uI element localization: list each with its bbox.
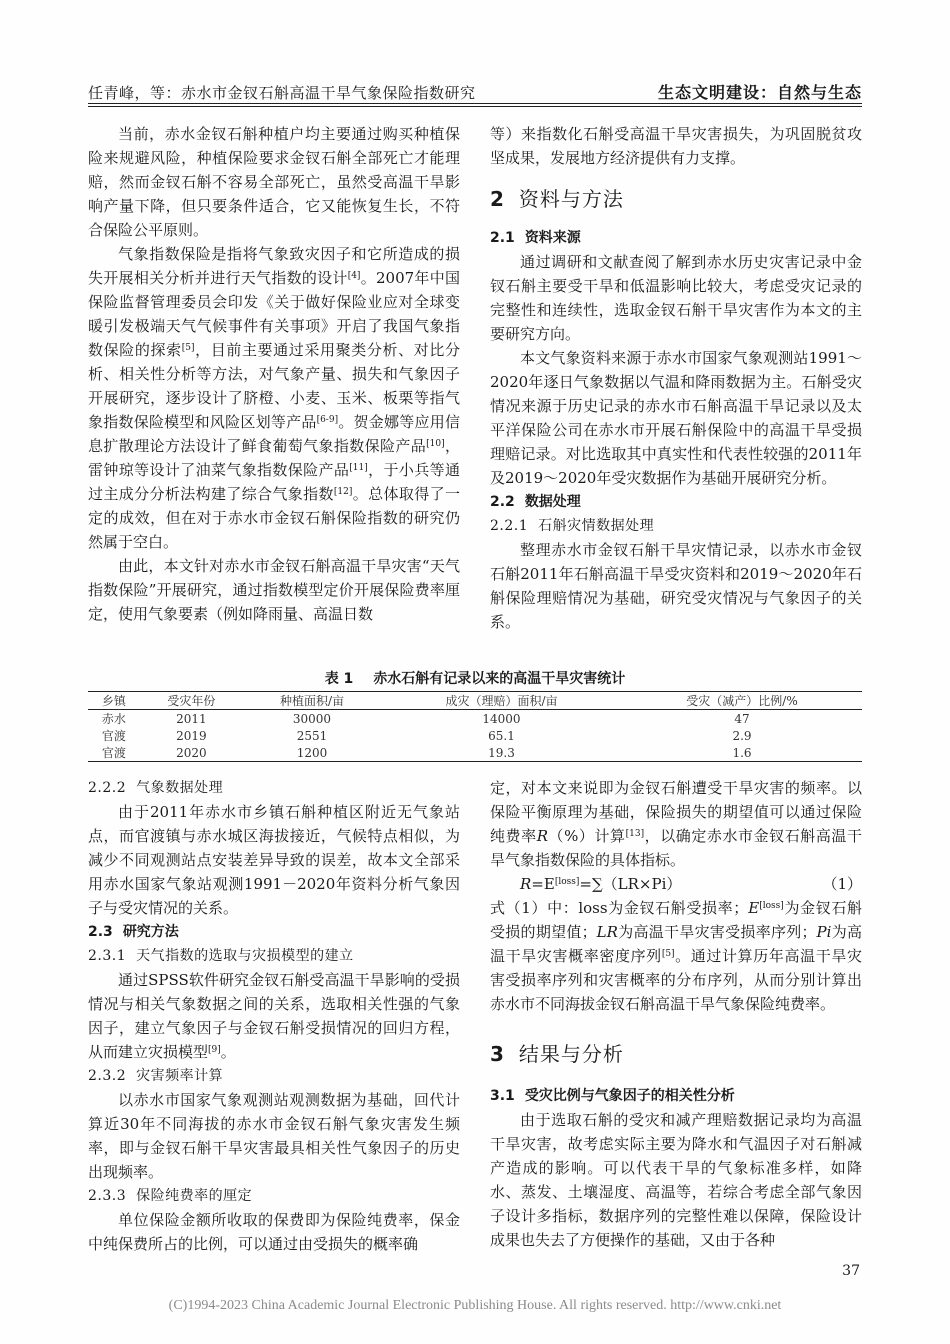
table-caption: 表 1 赤水石斛有记录以来的高温干旱灾害统计 xyxy=(324,671,626,687)
subsection-heading-3-1: 3.1 受灾比例与气象因子的相关性分析 xyxy=(490,1088,735,1104)
subsubsection-heading-2-3-3: 2.3.3 保险纯费率的厘定 xyxy=(88,1188,253,1204)
citation: [6-9] xyxy=(316,415,339,425)
paragraph-correlation-analysis: 由于选取石斛的受灾和减产理赔数据记录均为高温干旱灾害，故考虑实际主要为降水和气温因子对石斛减产造成的影响。可以代表干旱的气象标准多样，如降水、蒸发、土壤湿度、高温等，若综合考虑全部气象因子设计多指标，数据序列的完整性难以保障，保险设计成果也失去了方便操作的基础，又由于各种 xyxy=(490,1111,862,1249)
right-column-upper xyxy=(490,122,862,170)
paragraph-study-purpose: 由此，本文针对赤水市金钗石斛高温干旱灾害“天气指数保险”开展研究，通过指数模型定价开展保险费率厘定，使用气象要素（例如降雨量、高温日数 xyxy=(88,557,460,623)
table-header-row xyxy=(88,692,862,710)
subsubsection-heading-2-3-1: 2.3.1 天气指数的选取与灾损模型的建立 xyxy=(88,948,354,964)
table-cell: 1.6 xyxy=(732,745,752,760)
citation: [11] xyxy=(349,463,368,473)
table-cell: 1200 xyxy=(296,745,328,760)
header-authors-title: 任青峰，等：赤水市金钗石斛高温干旱气象保险指数研究 xyxy=(88,84,476,102)
paragraph-premium-rate: 单位保险金额所收取的保费即为保险纯费率，保金中纯保费所占的比例，可以通过由受损失的概率确 xyxy=(88,1211,460,1253)
header-rule xyxy=(88,103,862,104)
table-cell: 2019 xyxy=(176,728,207,743)
subsubsection-heading-2-3-2: 2.3.2 灾害频率计算 xyxy=(88,1068,224,1084)
citation: [4] xyxy=(347,271,361,281)
citation: [5] xyxy=(661,949,675,959)
section-heading-2: 2 资料与方法 xyxy=(490,187,624,211)
paragraph-insurance-status: 当前，赤水金钗石斛种植户均主要通过购买种植保险来规避风险，种植保险要求金钗石斛全部死亡才能理赔，然而金钗石斛不容易全部死亡，虽然受高温干旱影响产量下降，但只要条件适合，它又能恢复生长，不符合保险公平原则。 xyxy=(88,125,460,239)
disaster-statistics-table xyxy=(88,691,862,762)
table-cell: 14000 xyxy=(482,711,521,726)
table-cell: 官渡 xyxy=(101,729,126,743)
header-rule-thin xyxy=(88,106,862,107)
table-cell: 30000 xyxy=(292,711,332,726)
paragraph-continued: 等）来指数化石斛受高温干旱灾害损失，为巩固脱贫攻坚成果，发展地方经济提供有力支撑。 xyxy=(490,125,862,167)
table-row xyxy=(88,710,862,728)
table-cell: 47 xyxy=(734,711,750,726)
table-header-cell: 受灾年份 xyxy=(167,694,216,708)
table-header-cell: 受灾（减产）比例/% xyxy=(686,694,798,708)
subsection-heading-2-2: 2.2 数据处理 xyxy=(490,494,581,510)
table-cell: 2551 xyxy=(296,728,328,743)
paragraph-meteorological-data: 由于2011年赤水市乡镇石斛种植区附近无气象站点，而官渡镇与赤水城区海拔接近，气候特点相似，为减少不同观测站点安装差异导致的误差，故本文全部采用赤水国家气象站观测1991－2020年资料分析气象因子与受灾情况的关系。 xyxy=(88,803,460,917)
table-row xyxy=(88,744,862,762)
table-cell: 2020 xyxy=(176,745,207,760)
table-header-cell: 种植面积/亩 xyxy=(279,694,344,708)
header-journal-section: 生态文明建设：自然与生态 xyxy=(657,83,862,102)
table-cell: 官渡 xyxy=(101,746,126,760)
table-cell: 赤水 xyxy=(101,712,126,726)
table-cell: 65.1 xyxy=(488,728,515,743)
equation-1: R=E[loss]=∑（LR×Pi） （1） xyxy=(490,872,862,896)
table-cell: 19.3 xyxy=(488,745,515,760)
table-header-cell: 乡镇 xyxy=(101,694,126,708)
table-row xyxy=(88,727,862,744)
subsubsection-heading-2-2-1: 2.2.1 石斛灾情数据处理 xyxy=(490,518,655,534)
subsection-heading-2-3: 2.3 研究方法 xyxy=(88,924,179,940)
paragraph-data-source-1: 通过调研和文献查阅了解到赤水历史灾害记录中金钗石斛主要受干旱和低温影响比较大，考虑受灾记录的完整性和连续性，选取金钗石斛干旱灾害作为本文的主要研究方向。 xyxy=(490,253,862,343)
copyright-footer: (C)1994-2023 China Academic Journal Electronic Publishing House. All rights reserved. http://www.cnki.net xyxy=(168,1298,782,1313)
paragraph-weather-index-insurance: 气象指数保险是指将气象致灾因子和它所造成的损失开展相关分析并进行天气指数的设计[4]。2007年中国保险监督管理委员会印发《关于做好保险业应对全球变暖引发极端天气气候事件有关事项》开启了我国气象指数保险的探索[5]，目前主要通过采用聚类分析、对比分析、相关性分析等方法，对气象产量、损失和气象因子开展研究，逐步设计了脐橙、小麦、玉米、板栗等指气象指数保险模型和风险区划等产品[6-9]。贺金娜等应用信息扩散理论方法设计了鲜食葡萄气象指数保险产品[10]，雷钟琼等设计了油菜气象指数保险产品[11]，于小兵等通过主成分分析法构建了综合气象指数[12]。总体取得了一定的成效，但在对于赤水市金钗石斛保险指数的研究仍然属于空白。 xyxy=(88,245,460,551)
left-column-lower xyxy=(88,776,460,1256)
table-header-cell: 成灾（理赔）面积/亩 xyxy=(445,694,558,708)
paragraph-disaster-data: 整理赤水市金钗石斛干旱灾情记录，以赤水市金钗石斛2011年石斛高温干旱受灾资料和2019～2020年石斛保险理赔情况为基础，研究受灾情况与气象因子的关系。 xyxy=(490,541,862,631)
table-cell: 2.9 xyxy=(732,728,752,743)
running-header xyxy=(88,74,862,100)
citation: [12] xyxy=(333,487,353,497)
page-number: 37 xyxy=(842,1263,860,1279)
section-heading-3: 3 结果与分析 xyxy=(490,1042,624,1066)
citation: [5] xyxy=(181,343,195,353)
paragraph-equation-explanation: 式（1）中：loss为金钗石斛受损率；E[loss]为金钗石斛受损的期望值；LR为高温干旱灾害受损率序列；Pi为高温干旱灾害概率密度序列[5]。通过计算历年高温干旱灾害受损率序列和灾害概率的分布序列，从而分别计算出赤水市不同海拔金钗石斛高温干旱气象保险纯费率。 xyxy=(490,899,862,1013)
citation: [10] xyxy=(426,439,445,449)
citation: [9] xyxy=(208,1045,221,1055)
subsubsection-heading-2-2-2: 2.2.2 气象数据处理 xyxy=(88,780,224,796)
paragraph-premium-rate-cont: 定，对本文来说即为金钗石斛遭受干旱灾害的频率。以保险平衡原理为基础，保险损失的期望值可以通过保险纯费率R（%）计算[13]，以确定赤水市金钗石斛高温干旱气象指数保险的具体指标。 xyxy=(490,779,862,869)
left-column-upper xyxy=(88,122,460,626)
equation-number: （1） xyxy=(822,875,862,893)
paragraph-frequency-calc: 以赤水市国家气象观测站观测数据为基础，回代计算近30年不同海拔的赤水市金钗石斛气象灾害发生频率，即与金钗石斛干旱灾害最具相关性气象因子的历史出现频率。 xyxy=(88,1091,460,1181)
citation: [13] xyxy=(625,829,645,839)
paragraph-index-selection: 通过SPSS软件研究金钗石斛受高温干旱影响的受损情况与相关气象数据之间的关系，选取相关性强的气象因子，建立气象因子与金钗石斛受损情况的回归方程，从而建立灾损模型[9]。 xyxy=(88,971,460,1061)
right-column-lower xyxy=(490,776,862,1016)
right-column-data-methods xyxy=(490,226,862,634)
subsection-heading-2-1: 2.1 资料来源 xyxy=(490,230,581,246)
paragraph-data-source-2: 本文气象资料来源于赤水市国家气象观测站1991～2020年逐日气象数据以气温和降雨数据为主。石斛受灾情况来源于历史记录的赤水市石斛高温干旱记录以及太平洋保险公司在赤水市开展石斛保险中的高温干旱受损理赔记录。对比选取其中真实性和代表性较强的2011年及2019～2020年受灾数据作为基础开展研究分析。 xyxy=(490,349,862,487)
right-column-results xyxy=(490,1084,862,1252)
table-cell: 2011 xyxy=(176,711,207,726)
